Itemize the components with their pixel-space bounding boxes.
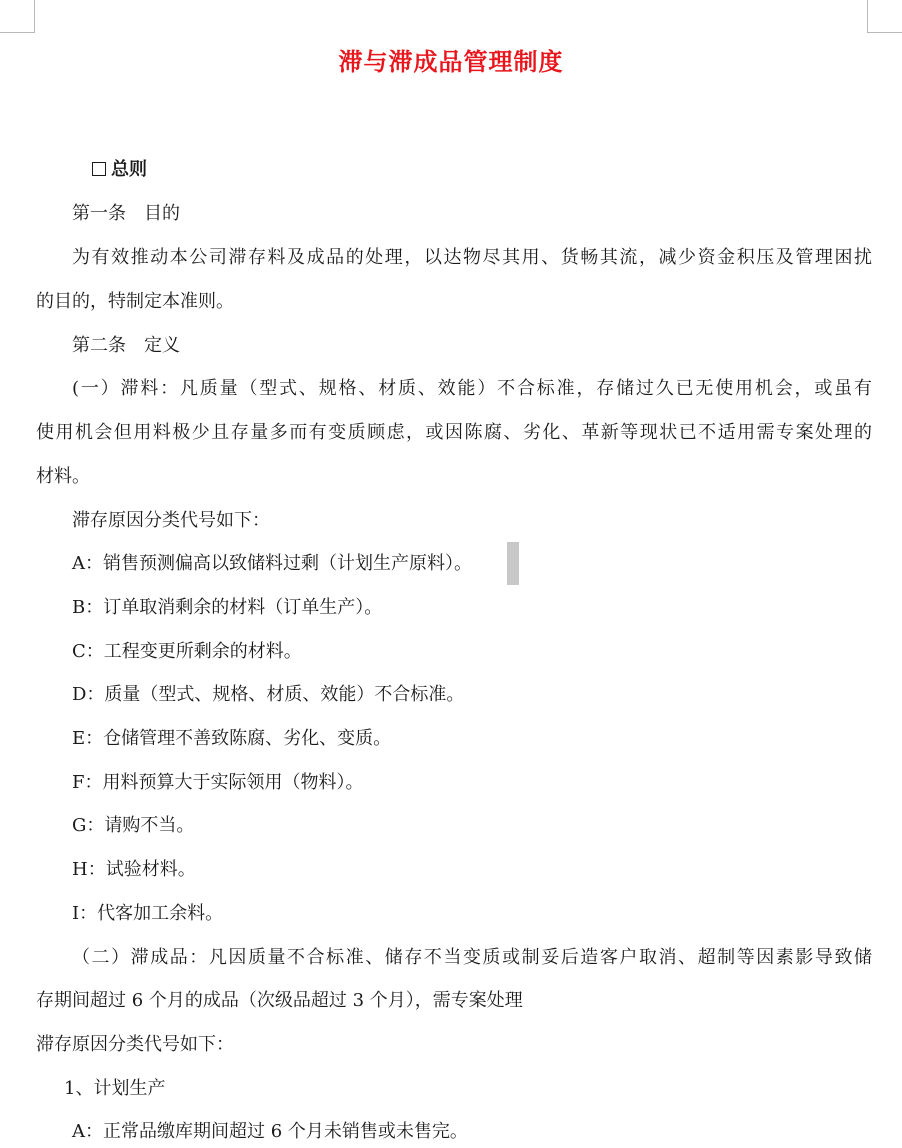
paragraph-stagnant-material-line-3: 材料。 <box>36 466 90 487</box>
checkbox-icon <box>92 162 106 176</box>
list-item-c: C：工程变更所剩余的材料。 <box>72 641 302 662</box>
list-item-g: G：请购不当。 <box>72 815 195 836</box>
document-title: 滞与滞成品管理制度 <box>338 48 564 76</box>
section-heading-text: 总则 <box>111 159 147 180</box>
list-item-d: D：质量（型式、规格、材质、效能）不合标准。 <box>72 684 465 705</box>
list-item-i: I：代客加工余料。 <box>72 903 224 924</box>
list-item-b: B：订单取消剩余的材料（订单生产）。 <box>72 597 383 618</box>
list-item-a: A：销售预测偏高以致储料过剩（计划生产原料）。 <box>72 553 472 574</box>
list-item-e: E：仓储管理不善致陈腐、劣化、变质。 <box>72 728 392 749</box>
paragraph-purpose-line-1: 为有效推动本公司滞存料及成品的处理，以达物尽其用、货畅其流，减少资金积压及管理困扰 <box>72 247 872 268</box>
list-item-f: F：用料预算大于实际领用（物料）。 <box>72 772 364 793</box>
paragraph-stagnant-product-line-2: 存期间超过 6 个月的成品（次级品超过 3 个月），需专案处理 <box>36 990 523 1011</box>
article-2-heading: 第二条 定义 <box>72 335 180 356</box>
product-reason-codes-heading: 滞存原因分类代号如下： <box>36 1034 234 1055</box>
text-cursor-highlight <box>507 542 519 585</box>
article-1-heading: 第一条 目的 <box>72 203 180 224</box>
product-list-item-a: A：正常品缴库期间超过 6 个月未销售或未售完。 <box>72 1121 468 1142</box>
paragraph-purpose-line-2: 的目的，特制定本准则。 <box>36 291 234 312</box>
subsection-planned-production: 1、计划生产 <box>64 1078 166 1099</box>
section-heading <box>92 158 147 182</box>
list-item-h: H：试验材料。 <box>72 859 196 880</box>
paragraph-stagnant-product-line-1: （二）滞成品：凡因质量不合标准、储存不当变质或制妥后造客户取消、超制等因素影导致储 <box>72 947 872 968</box>
reason-codes-heading: 滞存原因分类代号如下： <box>72 510 270 531</box>
paragraph-stagnant-material-line-1: (一）滞料：凡质量（型式、规格、材质、效能）不合标准，存储过久已无使用机会，或虽有 <box>72 378 872 399</box>
page-corner-mark-top-right <box>867 0 902 33</box>
paragraph-stagnant-material-line-2: 使用机会但用料极少且存量多而有变质顾虑，或因陈腐、劣化、革新等现状已不适用需专案处理的 <box>36 422 872 443</box>
page-corner-mark-top-left <box>0 0 35 33</box>
